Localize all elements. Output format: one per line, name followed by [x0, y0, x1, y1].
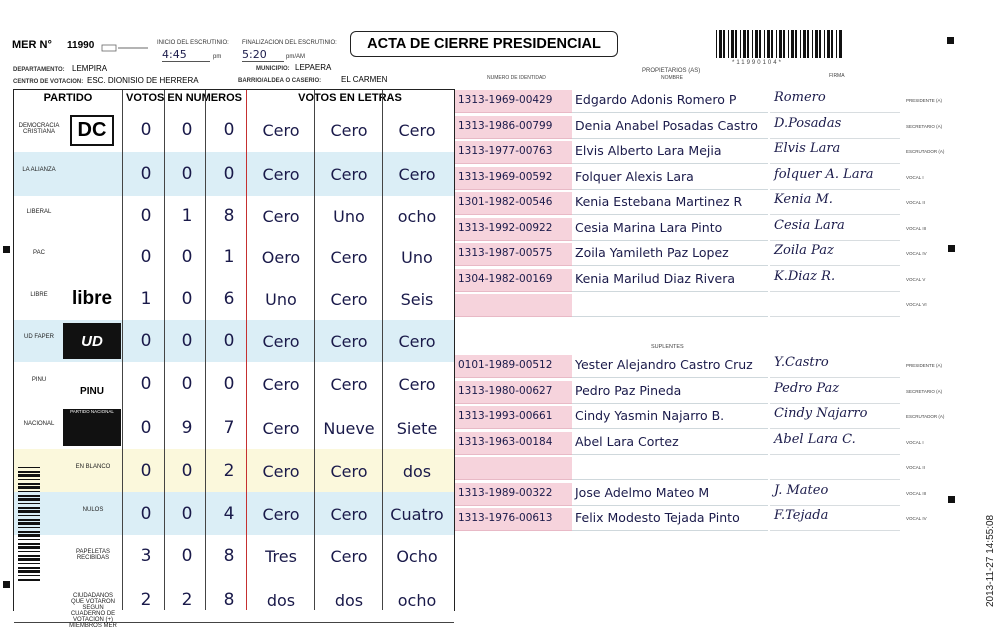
id-number: 1313-1969-00429: [458, 94, 553, 106]
table-row: [14, 577, 454, 629]
id-number: 1313-1987-00575: [458, 247, 553, 259]
vote-letters: Cero: [330, 165, 368, 184]
inicio-suffix: pm: [213, 54, 222, 60]
id-number: 1301-1982-00546: [458, 196, 553, 208]
vote-letters: Tres: [265, 547, 297, 566]
mer-logo-icon: [100, 40, 150, 50]
role-label: VOCAL IV: [906, 251, 927, 256]
id-cell: [455, 218, 572, 241]
votes-table: [13, 89, 455, 629]
signature: Y.Castro: [774, 355, 829, 370]
role-label: SECRETARIO (A): [906, 388, 943, 394]
inicio-label: INICIO DEL ESCRUTINIO:: [157, 40, 229, 46]
table-header: [14, 90, 454, 109]
vote-number: 0: [223, 374, 235, 394]
vote-letters: Uno: [265, 290, 297, 309]
signature: Kenia M.: [774, 192, 833, 207]
vote-number: 6: [223, 289, 235, 309]
vote-letters: Cero: [262, 418, 300, 438]
id-cell: [455, 269, 572, 292]
vote-number: 0: [181, 460, 193, 481]
signature-cell: [770, 116, 900, 139]
party-logo-text: UD: [81, 332, 103, 350]
id-number: 1313-1992-00922: [458, 221, 553, 234]
vote-letters: ocho: [397, 590, 437, 610]
vote-letters: Cero: [330, 504, 368, 524]
id-cell: [455, 483, 572, 506]
vote-letters: dos: [402, 461, 432, 481]
member-name: Kenia Marilud Diaz Rivera: [575, 270, 735, 286]
vote-letters: Siete: [396, 418, 438, 438]
vote-letters: Cero: [262, 121, 300, 140]
vote-number: 0: [140, 374, 152, 394]
col-propietarios: PROPIETARIOS (AS): [642, 68, 701, 74]
signature-cell: [770, 483, 900, 506]
suplentes-label: SUPLENTES: [651, 344, 684, 350]
id-number: 1313-1969-00592: [458, 170, 553, 183]
inicio-value: 4:45: [162, 48, 210, 62]
vote-letters: Cero: [398, 375, 436, 394]
vote-letters: Nueve: [323, 418, 375, 438]
member-name: Kenia Estebana Martinez R: [575, 194, 743, 209]
vote-letters: Cero: [330, 547, 368, 566]
fin-suffix: pm/AM: [286, 54, 306, 60]
member-name: Denia Anabel Posadas Castro: [575, 117, 758, 133]
departamento-value: LEMPIRA: [72, 64, 108, 73]
id-cell: [455, 243, 572, 266]
vote-letters: Cero: [398, 165, 436, 184]
vote-letters: Cero: [262, 332, 300, 351]
vote-letters: Cero: [262, 207, 300, 226]
vote-letters: Cero: [330, 121, 368, 140]
id-cell: [455, 167, 572, 190]
table-row: [14, 535, 454, 578]
role-label: VOCAL I: [906, 174, 924, 180]
vote-letters: Uno: [333, 207, 365, 226]
divider: [164, 90, 165, 610]
table-row: [14, 196, 454, 237]
barcode-side-icon: [18, 467, 50, 583]
member-name: Abel Lara Cortez: [575, 433, 679, 449]
party-logo-icon: [63, 323, 121, 359]
vote-number: 0: [181, 374, 193, 394]
signature-cell: [770, 457, 900, 480]
divider: [382, 90, 383, 610]
name-cell: [572, 406, 768, 429]
col-nombre: NOMBRE: [661, 75, 683, 81]
vote-letters: Cero: [330, 375, 368, 394]
vote-letters: dos: [266, 590, 296, 610]
id-number: 1313-1977-00763: [458, 145, 553, 157]
barrio-value: EL CARMEN: [341, 75, 388, 84]
id-number: 1313-1993-00661: [458, 410, 553, 422]
vote-letters: dos: [334, 590, 364, 610]
vote-number: 1: [223, 247, 235, 267]
role-label: PRESIDENTE (A): [906, 98, 943, 103]
party-name: UD FAPER: [23, 334, 54, 340]
vote-number: 8: [223, 589, 235, 610]
vote-letters: Oero: [261, 248, 301, 267]
party-name: LIBRE: [30, 292, 48, 298]
signature-cell: [770, 381, 900, 404]
name-cell: [572, 243, 768, 266]
vote-letters: Cero: [262, 461, 300, 481]
party-logo-text: PARTIDO NACIONAL: [70, 409, 114, 414]
signature-cell: [770, 508, 900, 531]
vote-number: 0: [181, 503, 193, 524]
role-label: VOCAL II: [906, 200, 925, 205]
registration-mark: [3, 246, 10, 253]
col-partido: PARTIDO: [43, 92, 93, 104]
role-label: VOCAL IV: [906, 516, 927, 521]
vote-number: 2: [140, 589, 152, 610]
registration-mark: [948, 245, 955, 252]
scan-timestamp: 2013-11-27 14:55:08: [985, 514, 996, 607]
table-row: [14, 406, 454, 450]
party-name: NACIONAL: [23, 420, 55, 427]
party-logo-text: PINU: [80, 385, 104, 397]
barrio-label: BARRIO/ALDEA O CASERIO:: [238, 78, 322, 84]
party-name: EN BLANCO: [75, 463, 111, 470]
role-label: SECRETARIO (A): [906, 123, 943, 129]
role-label: ESCRUTADOR (A): [906, 149, 945, 154]
vote-number: 8: [223, 546, 235, 566]
party-name: CIUDADANOS QUE VOTARON SEGUN CUADERNO DE VOTACION (+) MIEMBROS MER: [69, 592, 117, 629]
registration-mark: [3, 581, 10, 588]
party-name: LA ALIANZA: [22, 167, 56, 173]
party-logo-icon: [63, 281, 121, 317]
table-row: [14, 320, 454, 363]
col-firma: FIRMA: [829, 73, 845, 79]
name-cell: [572, 483, 768, 506]
vote-number: 0: [181, 546, 193, 566]
name-cell: [572, 432, 768, 455]
vote-number: 0: [181, 289, 193, 309]
name-cell: [572, 269, 768, 292]
role-label: VOCAL V: [906, 276, 926, 282]
vote-number: 0: [140, 120, 152, 140]
signature: Pedro Paz: [774, 380, 840, 396]
vote-letters: Seis: [400, 290, 434, 309]
vote-letters: Cero: [398, 332, 436, 351]
name-cell: [572, 355, 768, 378]
mer-label: MER N°: [12, 39, 52, 51]
signature-cell: [770, 243, 900, 266]
name-cell: [572, 141, 768, 164]
vote-number: 8: [223, 206, 235, 226]
divider: [205, 90, 206, 610]
vote-letters: Cero: [330, 248, 368, 267]
vote-number: 0: [223, 331, 235, 351]
signature: Cindy Najarro: [774, 406, 868, 421]
party-logo-icon: [63, 111, 121, 149]
vote-number: 7: [223, 417, 235, 438]
vote-letters: Cero: [398, 121, 436, 140]
signature: Zoila Paz: [774, 243, 834, 258]
name-cell: [572, 457, 768, 480]
col-letras: VOTOS EN LETRAS: [298, 92, 402, 104]
id-number: 1313-1986-00799: [458, 119, 553, 132]
role-label: VOCAL VI: [906, 302, 927, 307]
role-label: VOCAL II: [906, 465, 925, 470]
signature-cell: [770, 167, 900, 190]
member-name: Cindy Yasmin Najarro B.: [575, 408, 725, 423]
divider: [314, 90, 315, 610]
id-cell: [455, 508, 572, 531]
signature: Romero: [774, 90, 826, 105]
barcode-number: *11990104*: [732, 60, 783, 66]
id-cell: [455, 381, 572, 404]
divider: [122, 90, 123, 610]
vote-number: 4: [223, 503, 235, 524]
signature: F.Tejada: [774, 508, 829, 523]
signature-cell: [770, 432, 900, 455]
signature-cell: [770, 406, 900, 429]
name-cell: [572, 294, 768, 317]
table-row: [14, 492, 454, 536]
id-number: 1313-1963-00184: [458, 435, 553, 448]
vote-number: 9: [181, 417, 193, 438]
id-cell: [455, 457, 572, 480]
municipio-value: LEPAERA: [295, 63, 332, 72]
table-row: [14, 152, 454, 197]
signature: Cesia Lara: [774, 217, 845, 233]
signature-cell: [770, 192, 900, 215]
signature-cell: [770, 218, 900, 241]
divider: [246, 90, 247, 610]
vote-number: 0: [181, 164, 193, 184]
role-label: VOCAL III: [906, 490, 927, 496]
vote-number: 0: [140, 503, 152, 524]
centro-label: CENTRO DE VOTACION:: [13, 79, 84, 85]
vote-number: 0: [223, 120, 235, 140]
col-id: NUMERO DE IDENTIDAD: [487, 75, 546, 81]
party-logo-text: DC: [70, 115, 115, 146]
vote-number: 1: [140, 289, 152, 309]
id-cell: [455, 116, 572, 139]
member-name: Yester Alejandro Castro Cruz: [575, 357, 753, 372]
id-cell: [455, 355, 572, 378]
name-cell: [572, 116, 768, 139]
id-number: 1313-1980-00627: [458, 384, 553, 397]
col-numeros: VOTOS EN NUMEROS: [126, 92, 242, 104]
role-label: VOCAL I: [906, 439, 924, 445]
vote-number: 0: [140, 417, 152, 438]
document-title: ACTA DE CIERRE PRESIDENCIAL: [350, 31, 618, 57]
vote-number: 0: [140, 331, 152, 351]
signature: J. Mateo: [774, 482, 829, 498]
vote-letters: Cuatro: [390, 504, 444, 524]
municipio-label: MUNICIPIO:: [256, 66, 290, 72]
mer-number: 11990: [67, 40, 95, 51]
fin-label: FINALIZACION DEL ESCRUTINIO:: [242, 40, 337, 46]
vote-number: 2: [223, 460, 235, 481]
signature: Abel Lara C.: [774, 431, 856, 447]
vote-letters: Cero: [262, 504, 300, 524]
vote-letters: Ocho: [396, 547, 438, 566]
vote-number: 0: [140, 206, 152, 226]
party-name: NULOS: [82, 506, 104, 513]
vote-number: 0: [140, 164, 152, 184]
id-cell: [455, 294, 572, 317]
id-cell: [455, 192, 572, 215]
party-logo-text: libre: [71, 288, 113, 309]
table-row: [14, 449, 454, 493]
member-name: Felix Modesto Tejada Pinto: [575, 510, 740, 525]
party-name: DEMOCRACIA CRISTIANA: [18, 123, 60, 135]
signature: Elvis Lara: [774, 141, 841, 156]
party-logo-icon: [63, 365, 121, 403]
party-name: LIBERAL: [26, 209, 52, 215]
table-row: [14, 236, 454, 279]
role-label: PRESIDENTE (A): [906, 363, 943, 368]
vote-letters: Uno: [401, 248, 433, 267]
fin-value: 5:20: [242, 48, 284, 62]
signature-cell: [770, 90, 900, 113]
signature-cell: [770, 355, 900, 378]
member-name: Folquer Alexis Lara: [575, 168, 694, 184]
id-number: 1313-1989-00322: [458, 486, 553, 499]
name-cell: [572, 90, 768, 113]
registration-mark: [948, 496, 955, 503]
registration-mark: [947, 37, 954, 44]
vote-number: 0: [181, 247, 193, 267]
table-row: [14, 108, 454, 153]
signature: D.Posadas: [774, 115, 842, 131]
id-number: 1304-1982-00169: [458, 272, 553, 285]
role-label: VOCAL III: [906, 225, 927, 231]
vote-letters: Cero: [330, 290, 368, 309]
party-name: PAPELETAS RECIBIDAS: [75, 549, 111, 561]
role-label: ESCRUTADOR (A): [906, 414, 945, 419]
vote-number: 0: [181, 120, 193, 140]
name-cell: [572, 508, 768, 531]
party-logo-icon: [63, 409, 121, 446]
signature-cell: [770, 141, 900, 164]
member-name: Jose Adelmo Mateo M: [575, 484, 710, 500]
vote-number: 0: [140, 460, 152, 481]
id-number: 1313-1976-00613: [458, 512, 553, 524]
member-name: Edgardo Adonis Romero P: [575, 92, 737, 107]
member-name: Cesia Marina Lara Pinto: [575, 219, 723, 235]
table-row: [14, 278, 454, 321]
id-cell: [455, 141, 572, 164]
vote-number: 0: [140, 247, 152, 267]
member-name: Elvis Alberto Lara Mejia: [575, 143, 722, 158]
vote-letters: Cero: [262, 375, 300, 394]
id-cell: [455, 432, 572, 455]
signature-cell: [770, 294, 900, 317]
vote-letters: ocho: [397, 207, 437, 226]
id-number: 0101-1989-00512: [458, 359, 553, 371]
member-name: Pedro Paz Pineda: [575, 382, 682, 398]
vote-number: 0: [181, 331, 193, 351]
vote-number: 0: [223, 164, 235, 184]
vote-number: 2: [181, 589, 193, 610]
id-cell: [455, 406, 572, 429]
signature-cell: [770, 269, 900, 292]
id-cell: [455, 90, 572, 113]
vote-number: 1: [181, 206, 193, 226]
centro-value: ESC. DIONISIO DE HERRERA: [87, 76, 199, 85]
signature: K.Diaz R.: [774, 268, 836, 284]
vote-letters: Cero: [262, 165, 300, 184]
name-cell: [572, 167, 768, 190]
party-name: PAC: [33, 250, 45, 256]
vote-number: 3: [140, 546, 152, 566]
table-row: [14, 362, 454, 407]
barcode-top-icon: [716, 30, 842, 58]
name-cell: [572, 192, 768, 215]
name-cell: [572, 381, 768, 404]
vote-letters: Cero: [330, 461, 368, 481]
signature: folquer A. Lara: [774, 166, 874, 182]
member-name: Zoila Yamileth Paz Lopez: [575, 245, 729, 260]
party-name: PINU: [31, 377, 47, 383]
vote-letters: Cero: [330, 332, 368, 351]
departamento-label: DEPARTAMENTO:: [13, 67, 65, 73]
name-cell: [572, 218, 768, 241]
